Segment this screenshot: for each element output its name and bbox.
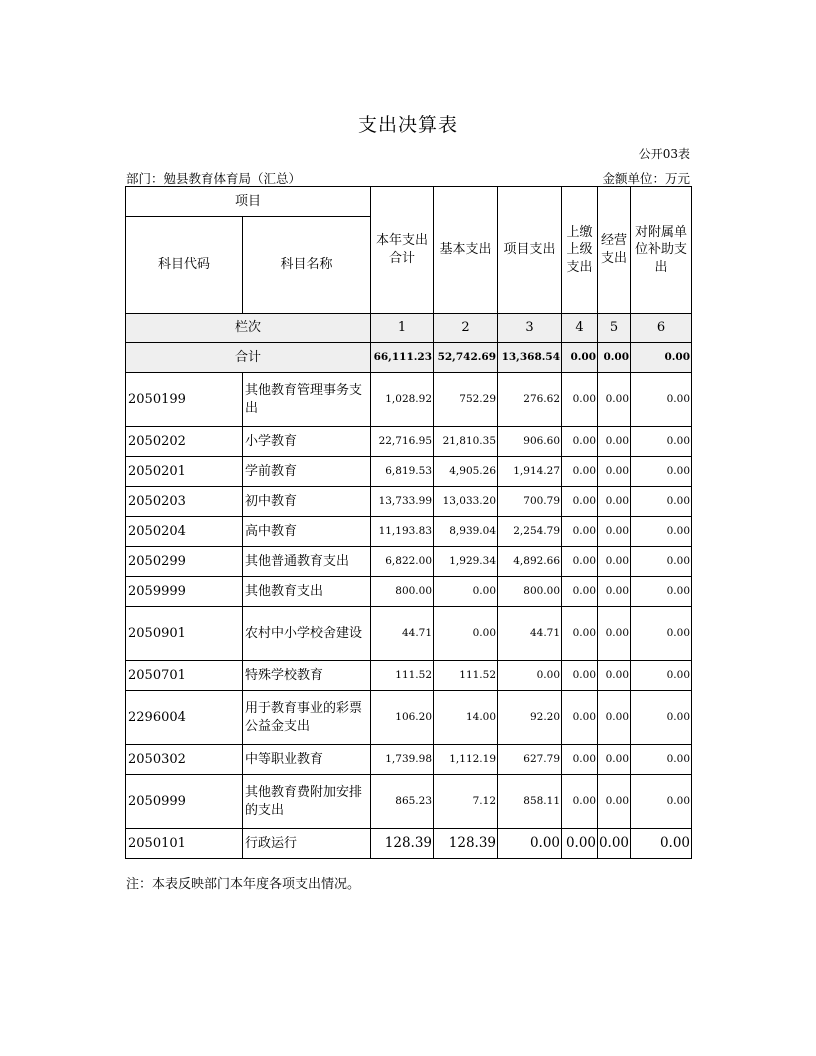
amount-unit-label: 金额单位：万元 (602, 171, 690, 186)
amount-cell: 0.00 (562, 427, 598, 457)
amount-cell: 44.71 (371, 607, 434, 661)
amount-cell: 0.00 (598, 607, 631, 661)
subject-name: 其他教育管理事务支出 (243, 373, 371, 427)
amount-cell: 0.00 (562, 487, 598, 517)
subject-code: 2050701 (126, 661, 243, 691)
amount-cell: 0.00 (562, 745, 598, 775)
amount-cell: 0.00 (631, 457, 692, 487)
subject-code: 2296004 (126, 691, 243, 745)
amount-cell: 0.00 (498, 661, 562, 691)
amount-cell: 0.00 (631, 745, 692, 775)
table-row (126, 547, 692, 577)
amount-cell: 0.00 (598, 775, 631, 829)
amount-cell: 111.52 (434, 661, 498, 691)
amount-cell: 2,254.79 (498, 517, 562, 547)
expenditure-table (125, 186, 692, 859)
table-row (126, 691, 692, 745)
amount-cell: 700.79 (498, 487, 562, 517)
amount-cell: 906.60 (498, 427, 562, 457)
amount-cell: 0.00 (598, 745, 631, 775)
amount-cell: 1,112.19 (434, 745, 498, 775)
subject-name: 其他教育费附加安排的支出 (243, 775, 371, 829)
header-subsidiary: 对附属单位补助支出 (631, 187, 692, 314)
department-label: 部门：勉县教育体育局（汇总） (126, 171, 302, 186)
amount-cell: 0.00 (598, 577, 631, 607)
amount-cell: 0.00 (598, 517, 631, 547)
subject-code: 2050901 (126, 607, 243, 661)
subject-code: 2050204 (126, 517, 243, 547)
subject-code: 2050302 (126, 745, 243, 775)
amount-cell: 627.79 (498, 745, 562, 775)
amount-cell: 1,739.98 (371, 745, 434, 775)
amount-cell: 1,028.92 (371, 373, 434, 427)
amount-cell: 6,822.00 (371, 547, 434, 577)
amount-cell: 1,914.27 (498, 457, 562, 487)
table-row (126, 745, 692, 775)
amount-cell: 0.00 (631, 577, 692, 607)
amount-cell: 13,733.99 (371, 487, 434, 517)
amount-cell: 0.00 (562, 775, 598, 829)
table-row (126, 577, 692, 607)
amount-cell: 0.00 (598, 661, 631, 691)
total-value: 66,111.23 (371, 343, 434, 373)
subject-code: 2050199 (126, 373, 243, 427)
amount-cell: 800.00 (371, 577, 434, 607)
total-value: 0.00 (631, 343, 692, 373)
header-business: 经营支出 (598, 187, 631, 314)
header-code: 科目代码 (126, 217, 243, 314)
amount-cell: 0.00 (598, 373, 631, 427)
header-item: 项目 (126, 187, 371, 217)
amount-cell: 111.52 (371, 661, 434, 691)
amount-cell: 8,939.04 (434, 517, 498, 547)
amount-cell: 0.00 (562, 607, 598, 661)
amount-cell: 0.00 (598, 547, 631, 577)
subject-name: 其他教育支出 (243, 577, 371, 607)
amount-cell: 0.00 (631, 661, 692, 691)
amount-cell: 0.00 (562, 547, 598, 577)
amount-cell: 0.00 (631, 373, 692, 427)
amount-cell: 0.00 (434, 577, 498, 607)
header-total: 本年支出合计 (371, 187, 434, 314)
amount-cell: 0.00 (562, 829, 598, 859)
table-row (126, 607, 692, 661)
total-row (126, 343, 692, 373)
amount-cell: 11,193.83 (371, 517, 434, 547)
amount-cell: 44.71 (498, 607, 562, 661)
subject-code: 2050201 (126, 457, 243, 487)
amount-cell: 0.00 (434, 607, 498, 661)
amount-cell: 0.00 (598, 457, 631, 487)
column-index: 2 (434, 314, 498, 343)
amount-cell: 14.00 (434, 691, 498, 745)
subject-name: 学前教育 (243, 457, 371, 487)
amount-cell: 858.11 (498, 775, 562, 829)
table-row (126, 517, 692, 547)
column-index: 6 (631, 314, 692, 343)
table-row (126, 427, 692, 457)
subject-name: 其他普通教育支出 (243, 547, 371, 577)
amount-cell: 21,810.35 (434, 427, 498, 457)
amount-cell: 0.00 (598, 691, 631, 745)
amount-cell: 4,892.66 (498, 547, 562, 577)
amount-cell: 276.62 (498, 373, 562, 427)
amount-cell: 0.00 (562, 457, 598, 487)
amount-cell: 0.00 (498, 829, 562, 859)
form-number: 公开03表 (638, 147, 690, 161)
amount-cell: 752.29 (434, 373, 498, 427)
amount-cell: 92.20 (498, 691, 562, 745)
subject-name: 高中教育 (243, 517, 371, 547)
footnote: 注：本表反映部门本年度各项支出情况。 (126, 877, 361, 892)
total-value: 52,742.69 (434, 343, 498, 373)
table-row (126, 829, 692, 859)
amount-cell: 0.00 (631, 547, 692, 577)
amount-cell: 0.00 (562, 661, 598, 691)
amount-cell: 22,716.95 (371, 427, 434, 457)
amount-cell: 128.39 (434, 829, 498, 859)
header-upper: 上缴上级支出 (562, 187, 598, 314)
amount-cell: 0.00 (631, 829, 692, 859)
subject-code: 2050999 (126, 775, 243, 829)
amount-cell: 6,819.53 (371, 457, 434, 487)
amount-cell: 0.00 (598, 427, 631, 457)
total-value: 13,368.54 (498, 343, 562, 373)
table-row (126, 487, 692, 517)
subject-code: 2050299 (126, 547, 243, 577)
amount-cell: 0.00 (631, 427, 692, 457)
total-value: 0.00 (562, 343, 598, 373)
subject-name: 中等职业教育 (243, 745, 371, 775)
column-index: 4 (562, 314, 598, 343)
subject-code: 2050203 (126, 487, 243, 517)
amount-cell: 865.23 (371, 775, 434, 829)
subject-name: 用于教育事业的彩票公益金支出 (243, 691, 371, 745)
column-index: 3 (498, 314, 562, 343)
amount-cell: 800.00 (498, 577, 562, 607)
table-row (126, 661, 692, 691)
amount-cell: 0.00 (631, 487, 692, 517)
table-row (126, 373, 692, 427)
header-project: 项目支出 (498, 187, 562, 314)
amount-cell: 128.39 (371, 829, 434, 859)
column-index-row (126, 314, 692, 343)
amount-cell: 0.00 (631, 691, 692, 745)
column-index-label: 栏次 (126, 314, 371, 343)
amount-cell: 0.00 (631, 775, 692, 829)
subject-code: 2059999 (126, 577, 243, 607)
subject-name: 农村中小学校舍建设 (243, 607, 371, 661)
table-row (126, 775, 692, 829)
amount-cell: 0.00 (562, 517, 598, 547)
subject-name: 初中教育 (243, 487, 371, 517)
amount-cell: 0.00 (598, 487, 631, 517)
amount-cell: 0.00 (631, 517, 692, 547)
amount-cell: 4,905.26 (434, 457, 498, 487)
column-index: 5 (598, 314, 631, 343)
page-title: 支出决算表 (357, 114, 458, 136)
amount-cell: 1,929.34 (434, 547, 498, 577)
amount-cell: 13,033.20 (434, 487, 498, 517)
amount-cell: 7.12 (434, 775, 498, 829)
amount-cell: 0.00 (562, 691, 598, 745)
amount-cell: 0.00 (562, 373, 598, 427)
amount-cell: 106.20 (371, 691, 434, 745)
header-basic: 基本支出 (434, 187, 498, 314)
header-name: 科目名称 (243, 217, 371, 314)
total-value: 0.00 (598, 343, 631, 373)
subject-name: 行政运行 (243, 829, 371, 859)
subject-name: 小学教育 (243, 427, 371, 457)
column-index: 1 (371, 314, 434, 343)
subject-code: 2050101 (126, 829, 243, 859)
table-row (126, 457, 692, 487)
subject-name: 特殊学校教育 (243, 661, 371, 691)
amount-cell: 0.00 (598, 829, 631, 859)
subject-code: 2050202 (126, 427, 243, 457)
amount-cell: 0.00 (631, 607, 692, 661)
total-label: 合计 (126, 343, 371, 373)
amount-cell: 0.00 (562, 577, 598, 607)
